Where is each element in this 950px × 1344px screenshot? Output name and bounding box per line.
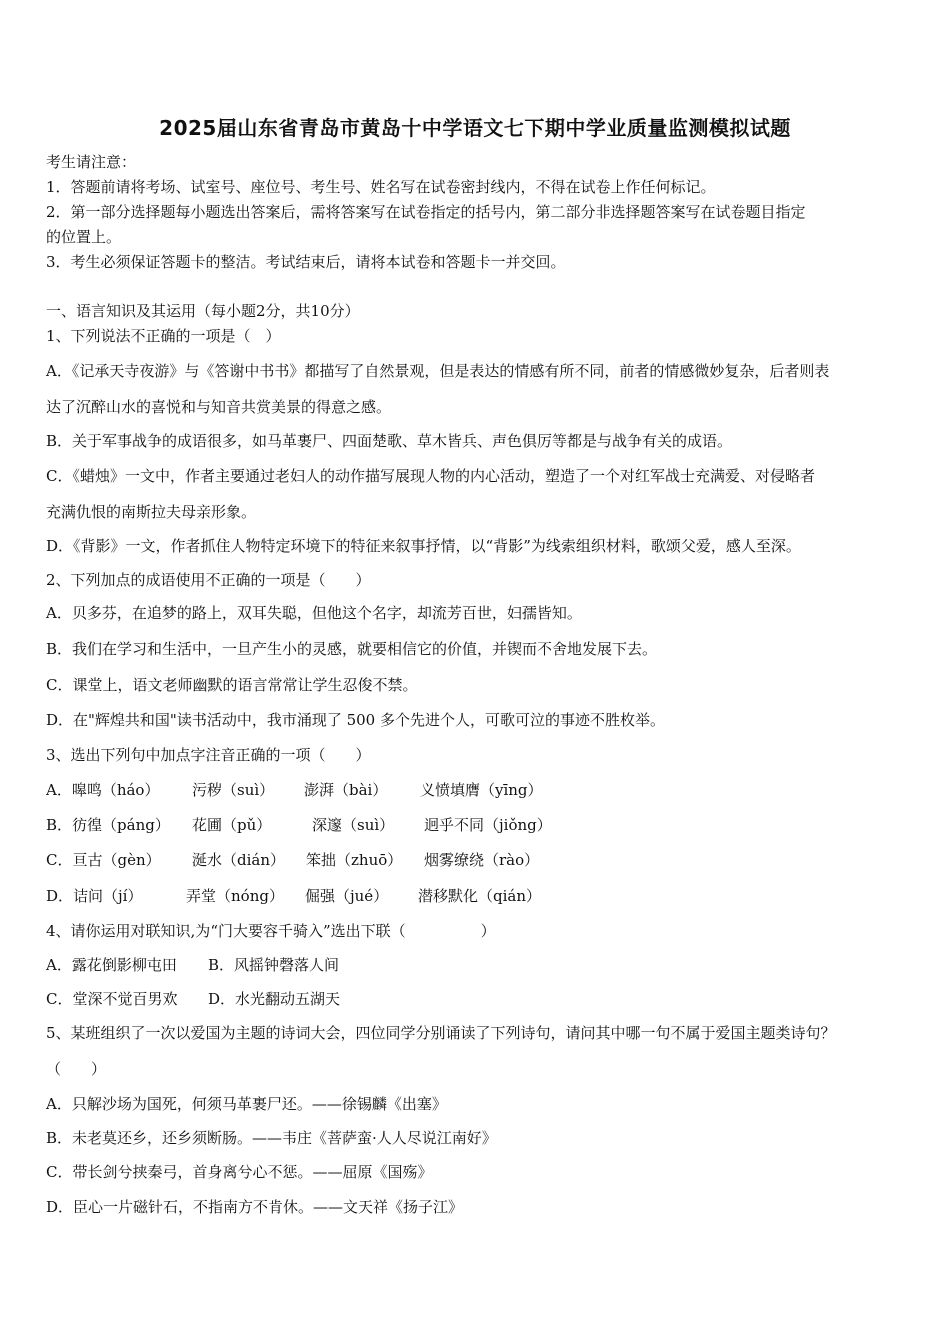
- q1-stem: 1、下列说法不正确的一项是（ ）: [46, 327, 281, 345]
- q3-option-d: [46, 886, 541, 906]
- q3-c-word-4: 烟雾缭绕（rào）: [424, 851, 540, 869]
- q4-options-cd: [46, 989, 340, 1009]
- q4-option-c: C．堂深不觉百男欢: [46, 990, 178, 1008]
- q3-a-word-4: 义愤填膺（yīng）: [420, 781, 543, 799]
- q5-option-a: A．只解沙场为国死，何须马革裹尸还。——徐锡麟《出塞》: [46, 1095, 447, 1113]
- q5-option-b: B．未老莫还乡，还乡须断肠。——韦庄《菩萨蛮·人人尽说江南好》: [46, 1129, 497, 1147]
- q5-answer-paren: （ ）: [46, 1060, 107, 1078]
- q2-stem: 2、下列加点的成语使用不正确的一项是（ ）: [46, 571, 371, 589]
- q3-c-word-1: C．亘古（gèn）: [46, 851, 161, 869]
- q3-option-a: [46, 780, 543, 800]
- q3-b-word-1: B．彷徨（páng）: [46, 816, 170, 834]
- q2-option-b: B．我们在学习和生活中，一旦产生小的灵感，就要相信它的价值，并锲而不舍地发展下去。: [46, 640, 658, 658]
- q3-c-word-2: 涎水（dián）: [192, 851, 286, 869]
- section-heading: 一、语言知识及其运用（每小题2分，共10分）: [46, 302, 360, 320]
- q3-b-word-4: 迥乎不同（jiǒng）: [424, 816, 552, 834]
- q2-option-d: D．在"辉煌共和国"读书活动中，我市涌现了 500 多个先进个人，可歌可泣的事迹不胜枚举。: [46, 711, 665, 729]
- q5-option-d: D．臣心一片磁针石，不指南方不肯休。——文天祥《扬子江》: [46, 1198, 464, 1216]
- q4-stem: 4、请你运用对联知识,为“门大要容千骑入”选出下联（ ）: [46, 922, 496, 940]
- notice-item-2-cont: 的位置上。: [46, 228, 122, 246]
- q1-option-c: C．《蜡烛》一文中，作者主要通过老妇人的动作描写展现人物的内心活动，塑造了一个对红军战士充满爱、对侵略者: [46, 467, 815, 485]
- notice-item-3: 3．考生必须保证答题卡的整洁。考试结束后，请将本试卷和答题卡一并交回。: [46, 253, 566, 271]
- q4-option-d: D．水光翻动五湖天: [208, 990, 341, 1008]
- notice-item-2: 2．第一部分选择题每小题选出答案后，需将答案写在试卷指定的括号内，第二部分非选择题答案写在试卷题目指定: [46, 203, 806, 221]
- q4-options-ab: [46, 955, 339, 975]
- q3-b-word-3: 深邃（suì）: [312, 816, 395, 834]
- q3-a-word-2: 污秽（suì）: [192, 781, 275, 799]
- q4-option-a: A．露花倒影柳屯田: [46, 956, 177, 974]
- page-title: 2025届山东省青岛市黄岛十中学语文七下期中学业质量监测模拟试题: [159, 116, 791, 140]
- notice-item-1: 1．答题前请将考场、试室号、座位号、考生号、姓名写在试卷密封线内，不得在试卷上作任何标记。: [46, 178, 716, 196]
- q3-b-word-2: 花圃（pǔ）: [192, 816, 272, 834]
- q3-d-word-4: 潜移默化（qián）: [418, 887, 542, 905]
- q1-option-a-cont: 达了沉醉山水的喜悦和与知音共赏美景的得意之感。: [46, 398, 392, 416]
- q2-option-a: A．贝多芬，在追梦的路上，双耳失聪，但他这个名字，却流芳百世，妇孺皆知。: [46, 604, 582, 622]
- q4-option-b: B．风摇钟磬落人间: [208, 956, 340, 974]
- q3-d-word-2: 弄堂（nóng）: [186, 887, 284, 905]
- q3-d-word-1: D．诘问（jí）: [46, 887, 143, 905]
- q3-option-b: [46, 815, 552, 835]
- q3-d-word-3: 倔强（jué）: [305, 887, 389, 905]
- q3-a-word-1: A．嗥鸣（háo）: [46, 781, 160, 799]
- q1-option-c-cont: 充满仇恨的南斯拉夫母亲形象。: [46, 503, 257, 521]
- q3-a-word-3: 澎湃（bài）: [304, 781, 388, 799]
- q5-stem: 5、某班组织了一次以爱国为主题的诗词大会，四位同学分别诵读了下列诗句，请问其中哪一句不属于爱国主题类诗句？: [46, 1024, 836, 1042]
- q5-option-c: C．带长剑兮挟秦弓，首身离兮心不惩。——屈原《国殇》: [46, 1163, 433, 1181]
- q1-option-d: D．《背影》一文，作者抓住人物特定环境下的特征来叙事抒情，以“背影”为线索组织材料，歌颂父爱，感人至深。: [46, 537, 801, 555]
- q3-stem: 3、选出下列句中加点字注音正确的一项（ ）: [46, 746, 371, 764]
- q2-option-c: C．课堂上，语文老师幽默的语言常常让学生忍俊不禁。: [46, 676, 418, 694]
- q1-option-a: A．《记承天寺夜游》与《答谢中书书》都描写了自然景观，但是表达的情感有所不同，前者的情感微妙复杂，后者则表: [46, 362, 830, 380]
- q1-option-b: B．关于军事战争的成语很多，如马革裹尸、四面楚歌、草木皆兵、声色俱厉等都是与战争有关的成语。: [46, 432, 733, 450]
- q3-c-word-3: 笨拙（zhuō）: [306, 851, 403, 869]
- q3-option-c: [46, 850, 539, 870]
- notice-heading: 考生请注意：: [46, 153, 137, 171]
